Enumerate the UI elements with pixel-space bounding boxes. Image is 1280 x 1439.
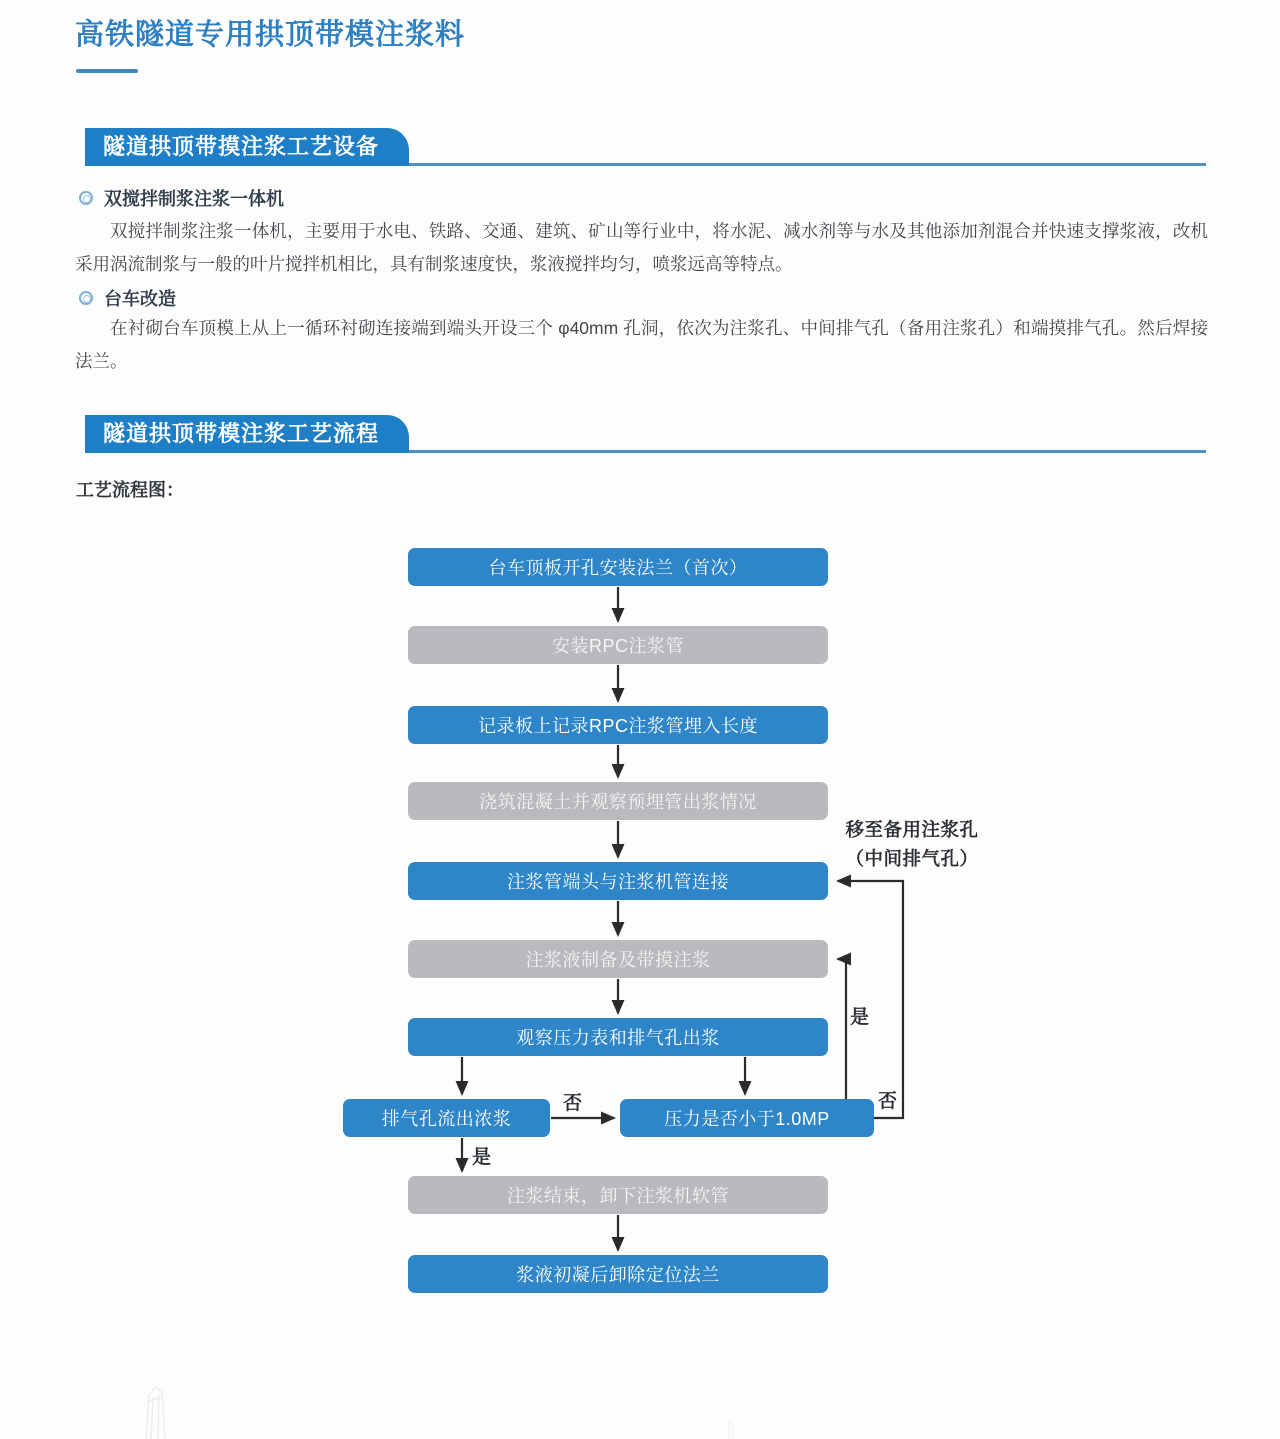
bullet-title: 双搅拌制浆注浆一体机 [104,189,284,209]
flow-node-install-rpc: 安装RPC注浆管 [408,626,828,664]
diagram-label: 工艺流程图： [76,480,184,500]
title-underline [76,69,138,73]
watermark-building-sketch [138,1383,198,1439]
paragraph-mixer: 双搅拌制浆注浆一体机，主要用于水电、铁路、交通、建筑、矿山等行业中，将水泥、减水剂等与水及其他添加剂混合并快速支撑浆液，改机采用涡流制浆与一般的叶片搅拌机相比，具有制浆速度快，浆液搅拌均匀，喷浆远高等特点。 [75,221,1208,274]
section-equipment-rule [85,128,1206,166]
edge-label-yes: 是 [472,1147,492,1168]
list-item [79,285,176,311]
flow-node-remove-flange: 浆液初凝后卸除定位法兰 [408,1255,828,1293]
paragraph-trolley: 在衬砌台车顶模上从上一循环衬砌连接端到端头开设三个 φ40mm 孔洞，依次为注浆孔、中间排气孔（备用注浆孔）和端摸排气孔。然后焊接法兰。 [75,318,1208,371]
flow-node-pour-concrete: 浇筑混凝土并观察预埋管出浆情况 [408,782,828,820]
section-process-header: 隧道拱顶带模注浆工艺流程 [85,415,409,453]
page-title: 高铁隧道专用拱顶带模注浆料 [75,19,466,51]
double-circle-bullet-icon [79,191,93,205]
list-item [79,185,284,211]
double-circle-bullet-icon [79,291,93,305]
flow-node-record-length: 记录板上记录RPC注浆管埋入长度 [408,706,828,744]
flow-node-prepare-grout: 注浆液制备及带摸注浆 [408,940,828,978]
loop-annotation-line1: 移至备用注浆孔 [845,819,979,840]
flow-node-drill-flange: 台车顶板开孔安装法兰（首次） [408,548,828,586]
loop-annotation-line2: （中间排气孔） [845,848,979,869]
section-equipment-header: 隧道拱顶带摸注浆工艺设备 [85,128,409,166]
flow-node-vent-thick: 排气孔流出浓浆 [343,1099,550,1137]
edge-label-no: 否 [563,1093,583,1114]
flow-node-connect-pipe: 注浆管端头与注浆机管连接 [408,862,828,900]
flow-node-end-grouting: 注浆结束，卸下注浆机软管 [408,1176,828,1214]
bullet-title: 台车改造 [104,289,176,309]
section-process-rule [85,415,1206,453]
edge-label-no-loop: 否 [878,1091,898,1112]
flow-node-pressure-check: 压力是否小于1.0MP [620,1099,874,1137]
flow-node-observe-gauge: 观察压力表和排气孔出浆 [408,1018,828,1056]
edge-label-yes-loop: 是 [850,1007,870,1028]
watermark-mark [720,1420,740,1439]
